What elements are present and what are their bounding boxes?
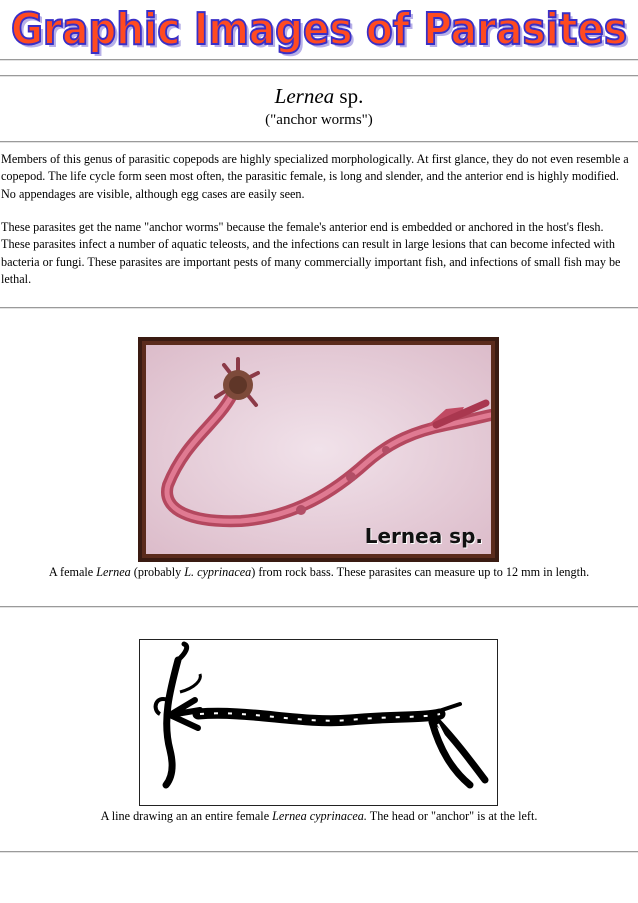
banner-title: Graphic Images of Parasites bbox=[11, 4, 627, 55]
description-paragraph: Members of this genus of parasitic copepods are highly specialized morphologically. At first glance, they do not even resemble a copepod. The life cycle form seen most often, the parasitic female, is long and slender, and the anterior end is highly modified. No appendages are visible, although egg cases are easily seen. bbox=[1, 152, 629, 201]
figure-caption: A line drawing an an entire female Lernea cyprinacea. The head or "anchor" is at the left. bbox=[100, 809, 538, 823]
lernea-line-drawing bbox=[139, 639, 498, 806]
line-drawing-illustration bbox=[140, 640, 497, 805]
page-subtitle: ("anchor worms") bbox=[265, 112, 373, 128]
figure-caption: A female Lernea (probably L. cyprinacea) from rock bass. These parasites can measure up to 12 mm in length. bbox=[48, 565, 590, 579]
banner-shadow: Graphic Images of Parasites bbox=[14, 7, 630, 58]
description-paragraph: These parasites get the name "anchor worms" because the female's anterior end is embedded or anchored in the host's flesh. These parasites infect a number of aquatic teleosts, and the infections can result in large lesions that can become infected with bacteria or fungi. These parasites are important pests of many commercially important fish, and infections of small fish may be lethal. bbox=[1, 220, 621, 286]
page-title: Lernea sp. bbox=[274, 84, 364, 108]
lernea-specimen-illustration bbox=[146, 345, 491, 554]
divider bbox=[0, 75, 638, 77]
divider bbox=[0, 59, 638, 61]
divider bbox=[0, 851, 638, 853]
divider bbox=[0, 606, 638, 608]
lernea-photo bbox=[138, 337, 499, 562]
divider bbox=[0, 141, 638, 143]
photo-label: Lernea sp. bbox=[364, 524, 483, 548]
divider bbox=[0, 307, 638, 309]
site-banner bbox=[0, 0, 638, 58]
